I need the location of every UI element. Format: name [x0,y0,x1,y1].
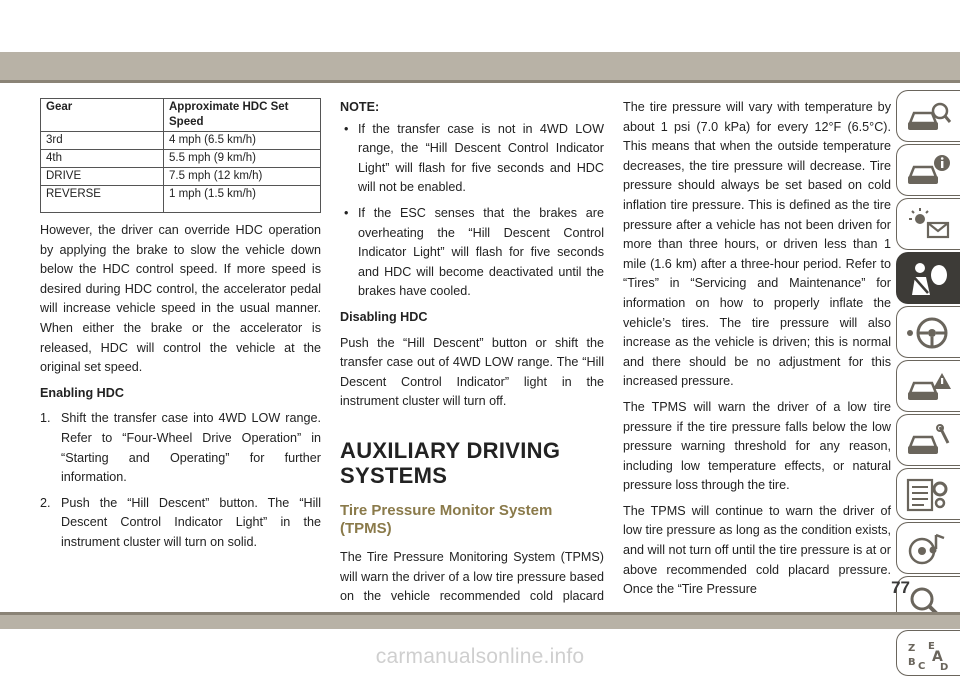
tab-dashboard-lights[interactable] [896,198,960,250]
car-search-icon [906,99,952,135]
column-middle [340,98,604,632]
specifications-icon [906,477,952,513]
svg-text:D: D [940,662,949,671]
bullet-icon: • [344,205,349,220]
table-cell: 7.5 mph (12 km/h) [164,168,321,186]
table-row [41,186,321,213]
table-header-row [41,99,321,132]
svg-text:C: C [918,661,926,671]
tab-seatbelt-airbag[interactable] [896,252,960,304]
table-cell: DRIVE [41,168,164,186]
list-number: 2. [40,495,51,510]
tab-car-warning[interactable] [896,360,960,412]
heading-enabling-hdc: Enabling HDC [40,385,124,400]
section-title: AUXILIARY DRIVING SYSTEMS [340,437,561,488]
list-text: Push the “Hill Descent” button. The “Hill Descent Control Indicator Light” in the instrument cluster will turn on solid. [61,495,321,549]
table-row [41,132,321,150]
footer-band [0,615,960,629]
header-rule [0,80,960,83]
tab-music-navigation[interactable] [896,522,960,574]
music-navigation-icon [906,531,952,567]
svg-text:E: E [928,641,935,652]
car-tools-icon [906,423,952,459]
column-right [623,98,891,606]
watermark: carmanualsonline.info [375,645,585,668]
table-cell: 3rd [41,132,164,150]
heading-disabling-hdc: Disabling HDC [340,309,428,324]
list-item [40,494,321,553]
list-number: 1. [40,411,51,426]
list-text: If the ESC senses that the brakes are overheating the “Hill Descent Control Indicator Light” will flash for five seconds and HDC will become deactivated until the brakes have cooled. [358,205,604,299]
tab-car-tools[interactable] [896,414,960,466]
table-row [41,150,321,168]
note-label: NOTE: [340,100,380,114]
tab-car-search[interactable] [896,90,960,142]
dashboard-lights-icon [906,207,952,243]
table-row [41,168,321,186]
car-warning-icon [906,369,952,405]
paragraph: The TPMS will continue to warn the driver of low tire pressure as long as the condition exists, and will not turn off until the tire pressure is at or above recommended cold placard pressure. Once the “Tire Pressure [623,503,891,597]
column-left [40,98,321,559]
note-list [340,120,604,302]
svg-text:B: B [908,657,916,668]
hdc-speed-table [40,98,321,213]
table-cell: REVERSE [41,186,164,213]
steering-wheel-icon [906,315,952,351]
list-text: Shift the transfer case into 4WD LOW range. Refer to “Four-Wheel Drive Operation” in “Starting and Operating” for further information. [61,411,321,485]
table-cell: 4 mph (6.5 km/h) [164,132,321,150]
list-text: If the transfer case is not in 4WD LOW range, the “Hill Descent Control Indicator Light” will flash for five seconds and HDC will not be enabled. [358,121,604,195]
table-header-speed: Approximate HDC Set Speed [164,99,321,132]
list-item [340,204,604,302]
tab-steering-wheel[interactable] [896,306,960,358]
table-cell: 1 mph (1.5 km/h) [164,186,321,213]
seatbelt-airbag-icon [906,261,952,297]
car-info-icon [906,153,952,189]
subsection-title: Tire Pressure Monitor System (TPMS) [340,501,553,537]
tab-car-info[interactable] [896,144,960,196]
list-item [340,120,604,198]
paragraph: The Tire Pressure Monitoring System (TPMS) will warn the driver of a low tire pressure based on the vehicle recommended cold placard [340,549,604,604]
list-item [40,409,321,487]
header-band [0,52,960,80]
svg-text:A: A [932,649,943,665]
tab-specifications[interactable] [896,468,960,520]
page-number: 77 [891,578,910,597]
paragraph: Push the “Hill Descent” button or shift the transfer case out of 4WD LOW range. The “Hill Descent Control Indicator” light in the instrument cluster will turn off. [340,335,604,409]
paragraph: The tire pressure will vary with temperature by about 1 psi (7.0 kPa) for every 12°F (6.5°C). This means that when the outside temperature decreases, the tire pressure will decrease. Tire pressure should always be set based on cold inflation tire pressure. This is defined as the tire pressure after a vehicle has not been driven for more than three hours, or driven less than 1 mile (1.6 km) after a three-hour period. Refer to “Tires” in “Servicing and Maintenance” for information on how to properly inflate the vehicle’s tires. The tire pressure will also increase as the vehicle is driven; this is normal and there should be no adjustment for this increased pressure. [623,100,891,389]
bullet-icon: • [344,121,349,136]
svg-text:Z: Z [908,643,916,654]
table-cell: 4th [41,150,164,168]
table-cell: 5.5 mph (9 km/h) [164,150,321,168]
paragraph: The TPMS will warn the driver of a low tire pressure if the tire pressure falls below the low pressure warning threshold for any reason, including low temperature effects, or natural pressure loss through the tire. [623,399,891,493]
top-margin [0,0,960,52]
table-header-gear: Gear [41,99,164,132]
paragraph: However, the driver can override HDC operation by applying the brake to slow the vehicle down below the HDC control speed. If more speed is desired during HDC control, the accelerator pedal will increase vehicle speed in the usual manner. When either the brake or the accelerator is released, HDC will control the vehicle at the original set speed. [40,223,321,375]
